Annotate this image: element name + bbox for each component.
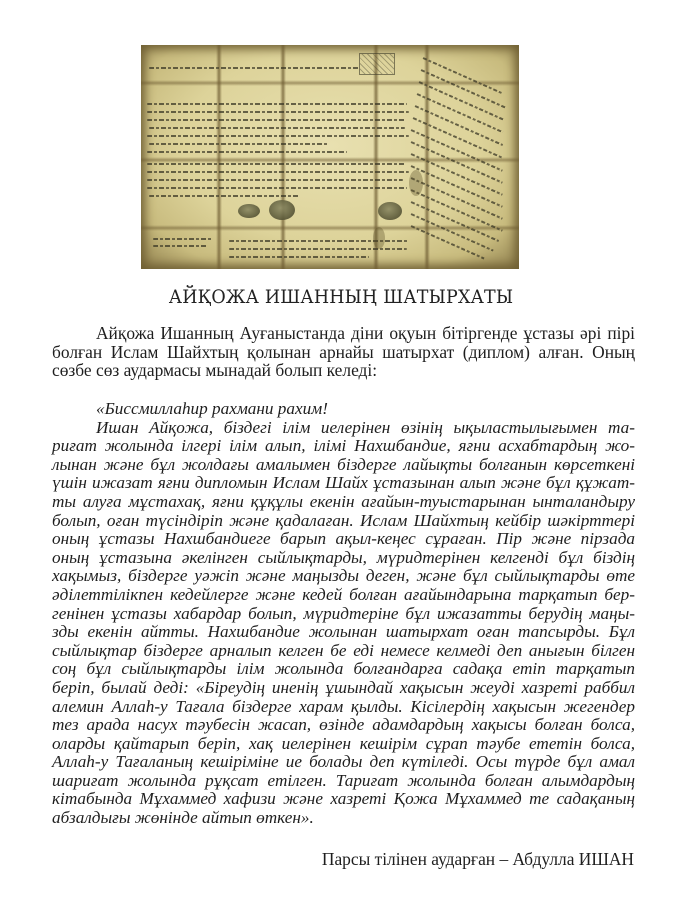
script-line [229, 256, 369, 258]
intro-paragraph [52, 324, 635, 380]
script-line [153, 238, 213, 240]
quote-line: «Биссмиллаһир рахмани рахим! [96, 399, 328, 418]
script-line [147, 187, 407, 189]
quote-line: Аллаһ-у Тағаланың кешіріміне ие болады деп күтіледі. Осы түрде бұл амал [52, 752, 635, 772]
script-line [147, 151, 347, 153]
seal-icon [238, 204, 260, 218]
quote-line: алемин Аллаһ-у Тағала біздерге харам қылды. Кісілердің хақысын жегендер [52, 696, 635, 716]
intro-line: болған Ислам Шайхтың қолынан арнайы шатырхат (диплом) алған. Оның [52, 341, 635, 362]
quote-line: абзалдығы жөнінде айтып өткен». [52, 808, 314, 828]
script-line [149, 195, 299, 197]
quoted-translation [52, 400, 635, 828]
translator-signature: Парсы тілінен аударған – Абдулла ИШАН [321, 849, 634, 869]
quote-line: тез арада насух тәубесін жасап, өзінде адамдардың хақысы болған болса, [52, 715, 635, 735]
quote-line: хақымыз, біздерге уәжіп және маңызды деген, және бұл сыйлықтарды өте [52, 566, 635, 586]
quote-line: ты алуға мұстахақ, яғни құқұлы екенін ағайын-туыстарынан ынталандыру [52, 491, 635, 511]
quote-line: зды екенін айтты. Нахшбандие жолынан шатырхат оған тапсырды. Бұл [52, 622, 635, 642]
fold-line [141, 80, 519, 86]
quote-line: лынан және бұл жолдағы амалымен біздерге лайықты болғанын көрсеткені [52, 454, 635, 474]
quote-line: болып, оған түсіндіріп және қадалаған. Ислам Шайхтың кейбір шәкірттері [52, 510, 635, 530]
seal-icon [269, 200, 295, 220]
script-line [147, 171, 409, 173]
script-line [147, 111, 409, 113]
script-line [149, 67, 359, 69]
script-line [147, 163, 405, 165]
quote-line: риғат жолында ілгері ілім алып, ілімі Нахшбандие, яғни асхабтардың жо- [52, 436, 635, 456]
seal-icon [378, 202, 402, 220]
stain [373, 227, 385, 249]
page-title: АЙҚОЖА ИШАННЫҢ ШАТЫРХАТЫ [168, 286, 514, 308]
seal-stamp-icon [359, 53, 395, 75]
quote-line: оның ұстазына әкелінген сыйлықтарды, мүридтерінен келгенді бұл біздің [52, 547, 635, 567]
script-line [149, 127, 405, 129]
quote-line: соң бұл сыйлықтарды ілім жолында болғандарға садақа етіп тарқатып [52, 659, 635, 679]
intro-line: Айқожа Ишанның Ауғаныстанда діни оқуын бітіргенде ұстазы әрі пірі [96, 323, 635, 343]
stain [409, 170, 423, 196]
script-line [147, 135, 409, 137]
quote-line: шариғат жолында рұқсат етілген. Тариғат жолында болған алымдардың [52, 770, 635, 790]
script-line [153, 245, 208, 247]
quote-line: генінен ұстазы хабардар болып, мүридтеріне бұл ижазатты берудің маңы- [52, 603, 635, 623]
quote-line: кітабында Мұхаммед хафизи және хазреті Қожа Мұхаммед те садақаның [52, 789, 635, 809]
manuscript-photo [141, 45, 519, 269]
script-line [147, 179, 403, 181]
quote-line: оларды қайтарып беріп, хақ иелерінен кешірім сұрап тәубе ететін болса, [52, 733, 635, 753]
quote-line: үшін ижазат яғни дипломын Ислам Шайх ұстазынан алып және бұл құжат- [52, 473, 635, 493]
script-line [149, 143, 329, 145]
quote-line: оның ұстазы Нахшбандиеге барып ақыл-кеңес сұраған. Пір және пірзада [52, 529, 635, 549]
script-line [147, 103, 407, 105]
intro-line: сөзбе сөз аудармасы мынадай болып келеді: [52, 360, 378, 381]
script-line [147, 119, 405, 121]
quote-line: Ишан Айқожа, біздегі ілім иелерінен өзінің ықыластылығымен та- [96, 417, 635, 437]
quote-line: әділеттілікпен кедейлерге және кедей болған ағайындарына тарқатып бер- [52, 584, 635, 604]
quote-line: сыйлықтар біздерге арналып келген бе еді немесе келмеді деп анығын білген [52, 640, 635, 660]
quote-line: беріп, былай деді: «Біреудің иненің ұшындай хақысын жеуді хазреті раббил [52, 677, 635, 697]
